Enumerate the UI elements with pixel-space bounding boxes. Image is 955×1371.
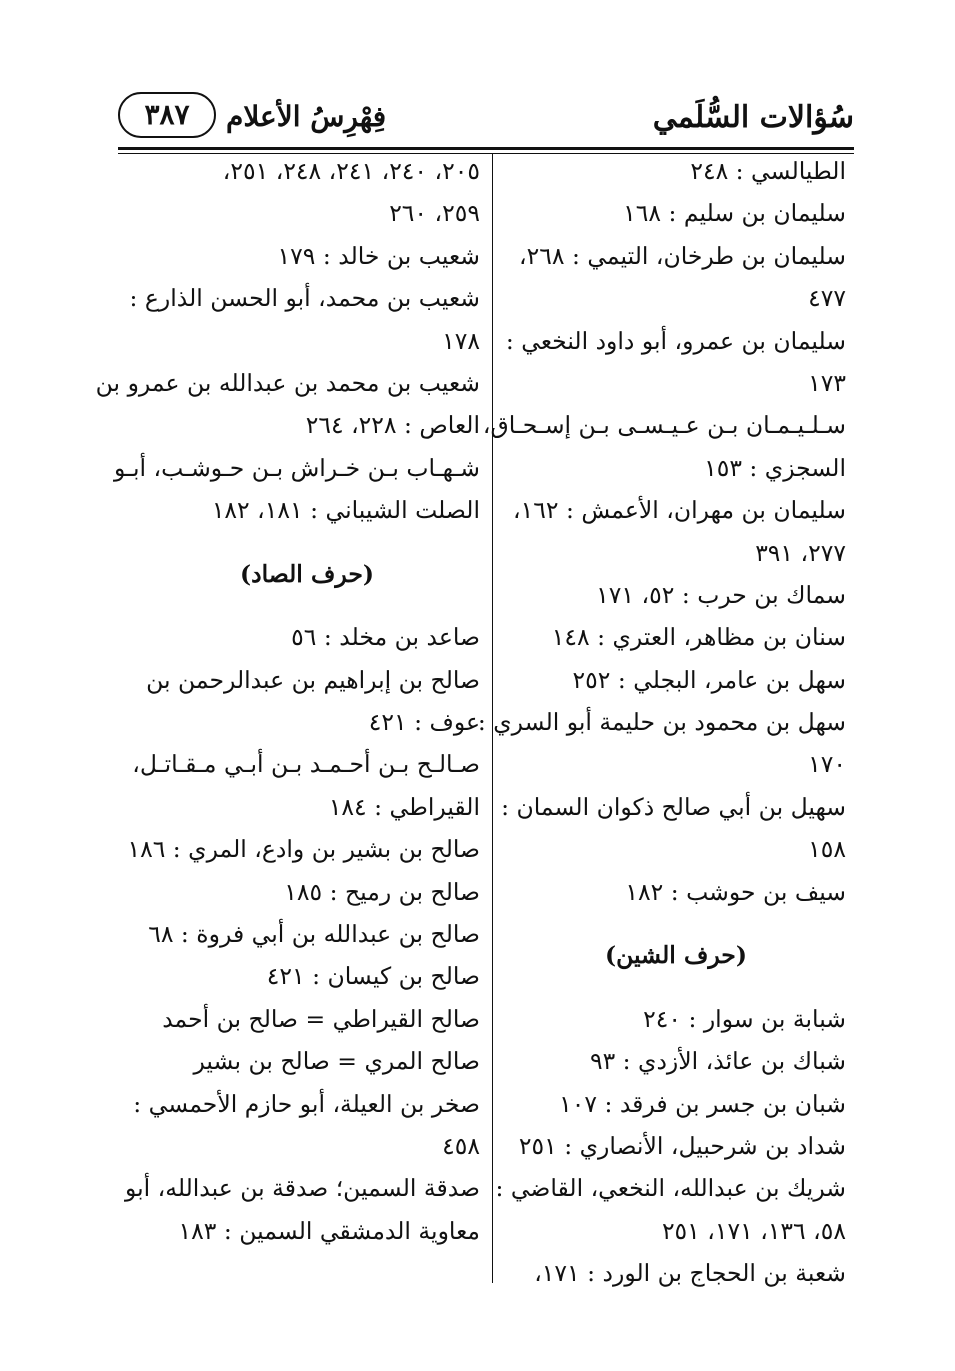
- index-entry-line: شبابة بن سوار : ٢٤٠: [643, 1004, 846, 1033]
- page-number-badge: ٣٨٧: [118, 92, 216, 138]
- index-entry-line: صالح بن رميح : ١٨٥: [284, 877, 480, 906]
- spacer: [134, 532, 480, 553]
- index-entry-line: السجزي : ١٥٣: [704, 453, 846, 482]
- page-header: [118, 92, 854, 142]
- index-entry-line: شعيب بن محمد بن عبدالله بن عمرو بن: [95, 368, 480, 397]
- book-title: سُؤالات السُّلَمي: [652, 100, 854, 135]
- index-column-right: [477, 150, 846, 1295]
- index-entry-line: سليمان بن طرخان، التيمي : ٢٦٨،: [519, 241, 846, 270]
- index-entry-line: سليمان بن مهران، الأعمش : ١٦٢،: [513, 496, 846, 525]
- index-entry-line: الطيالسي : ٢٤٨: [690, 157, 846, 185]
- index-entry-line: سهل بن عامر، البجلي : ٢٥٢: [572, 665, 846, 694]
- index-entry-line: ٢٧٧، ٣٩١: [755, 538, 846, 567]
- index-entry-line: سيف بن حوشب : ١٨٢: [625, 877, 846, 906]
- index-entry-line: عوف : ٤٢١: [368, 708, 480, 737]
- index-entry-line: شريك بن عبدالله، النخعي، القاضي :: [495, 1174, 846, 1203]
- index-entry-line: شعيب بن خالد : ١٧٩: [277, 241, 480, 270]
- index-entry-line: ١٥٨: [808, 835, 846, 864]
- index-entry-line: ٤٥٨: [442, 1131, 480, 1160]
- index-entry-line: صالح المري = صالح بن بشير: [193, 1047, 480, 1076]
- spacer: [134, 595, 480, 616]
- index-entry-line: ٢٥٩، ٢٦٠: [389, 199, 480, 228]
- index-entry-line: صالح بن بشير بن وادع، المري : ١٨٦: [127, 835, 480, 864]
- index-entry-line: سنان بن مظاهر، العتري : ١٤٨: [551, 623, 846, 652]
- section-title: فِهْرِسُ الأعلام: [226, 100, 387, 133]
- index-entry-line: صالح القيراطي = صالح بن أحمد: [162, 1004, 480, 1033]
- spacer: [506, 977, 846, 998]
- index-entry-line: صالح بن كيسان : ٤٢١: [266, 962, 480, 991]
- index-entry-line: القيراطي : ١٨٤: [328, 792, 480, 821]
- index-entry-line: العاص : ٢٢٨، ٢٦٤: [305, 411, 480, 440]
- index-entry-line: سليمان بن عمرو، أبو داود النخعي :: [505, 326, 846, 355]
- index-entry-line: شعيب بن محمد، أبو الحسن الذارع :: [129, 284, 480, 313]
- index-entry-line: صالح بن عبدالله بن أبي فروة : ٦٨: [148, 920, 480, 949]
- index-entry-line: صخر بن العيلة، أبو حازم الأحمسي :: [133, 1089, 480, 1118]
- letter-section-heading: (حرف الشين): [605, 941, 747, 970]
- index-entry-line: شعبة بن الحجاج بن الورد : ١٧١،: [534, 1259, 846, 1288]
- index-entry-line: صـالـح بـن أحـمـد بـن أبـي مـقـاتـل،: [132, 750, 480, 779]
- index-entry-line: شداد بن شرحبيل، الأنصاري : ٢٥١: [518, 1131, 846, 1160]
- index-entry-line: سـلـيـمـان بـن عـيـسـى بـن إسـحـاق،: [482, 411, 846, 440]
- index-entry-line: صدقة السمين؛ صدقة بن عبدالله، أبو: [124, 1174, 480, 1203]
- index-entry-line: شباك بن عائذ، الأزدي : ٩٣: [589, 1047, 846, 1076]
- index-entry-line: الصلت الشيباني : ١٨١، ١٨٢: [211, 496, 480, 525]
- letter-section-heading: (حرف الصاد): [240, 559, 374, 588]
- spacer: [506, 913, 846, 934]
- index-column-left: [95, 150, 480, 1252]
- index-entry-line: ٥٨، ١٣٦، ١٧١، ٢٥١: [661, 1216, 846, 1245]
- index-entry-line: شبان بن جسر بن فرقد : ١٠٧: [559, 1089, 846, 1118]
- index-entry-line: ١٧٣: [808, 368, 846, 397]
- index-entry-line: معاوية الدمشقي السمين : ١٨٣: [178, 1216, 480, 1245]
- index-entry-line: صالح بن إبراهيم بن عبدالرحمن بن: [146, 665, 480, 694]
- index-entry-line: ١٧٨: [442, 326, 480, 355]
- index-entry-line: سهل بن محمود بن حليمة أبو السري :: [477, 708, 846, 737]
- index-entry-line: ١٧٠: [808, 750, 846, 779]
- index-entry-line: سماك بن حرب : ٥٢، ١٧١: [596, 580, 846, 609]
- index-entry-line: شـهـاب بـن خـراش بـن حـوشـب، أبـو: [113, 453, 480, 482]
- index-entry-line: صاعد بن مخلد : ٥٦: [291, 623, 480, 652]
- index-entry-line: ٢٠٥، ٢٤٠، ٢٤١، ٢٤٨، ٢٥١،: [222, 157, 480, 185]
- index-entry-line: سليمان بن سليم : ١٦٨: [623, 199, 846, 228]
- index-entry-line: ٤٧٧: [808, 284, 846, 313]
- index-entry-line: سهيل بن أبي صالح ذكوان السمان :: [501, 792, 846, 821]
